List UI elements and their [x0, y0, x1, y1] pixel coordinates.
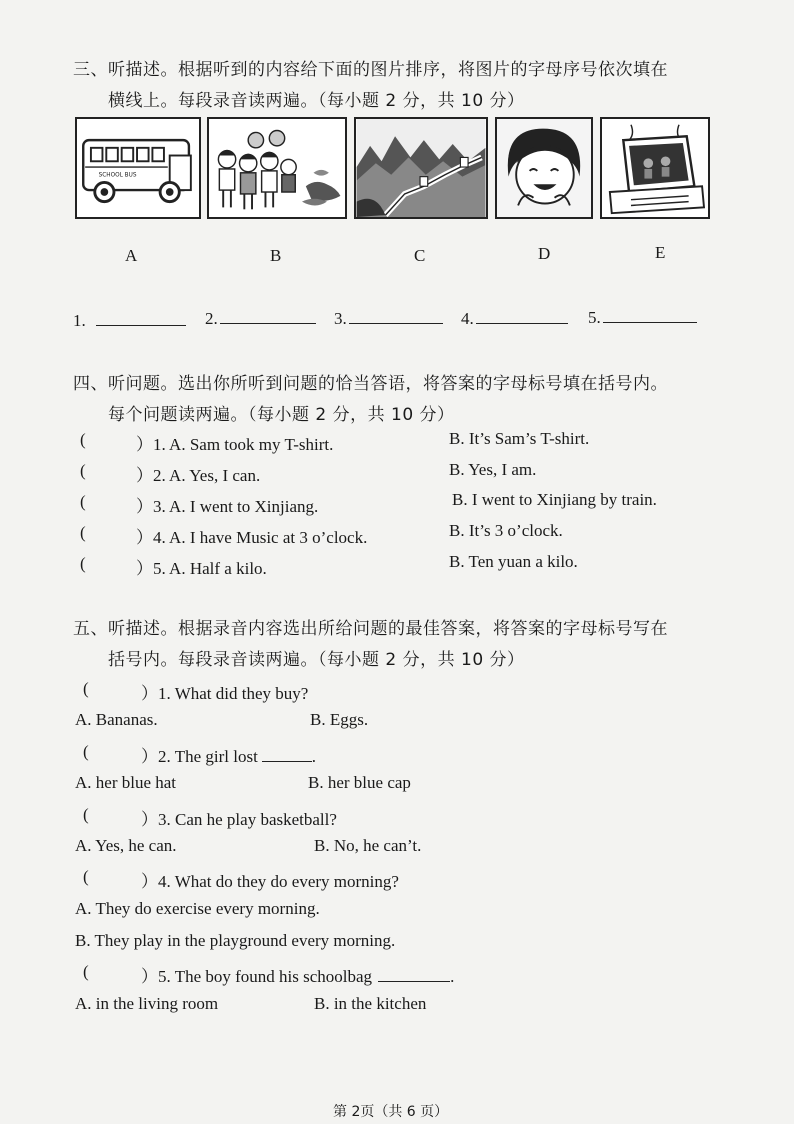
great-wall-icon	[356, 119, 486, 217]
s4-question-3: ）3. A. I went to Xinjiang.	[136, 497, 319, 516]
s4-option-b-3: B. I went to Xinjiang by train.	[452, 490, 657, 509]
smiling-girl-icon	[497, 119, 591, 217]
section5-title-line1: 五、听描述。根据录音内容选出所给问题的最佳答案，将答案的字母标号写在	[73, 619, 668, 639]
answer-blank-1: 1.	[73, 311, 186, 331]
section4-title-line2: 每个问题读两遍。（每小题 2 分，共 10 分）	[108, 405, 455, 425]
s5-paren-5[interactable]: (	[83, 962, 89, 981]
s5-q5-option-b: B. in the kitchen	[314, 994, 427, 1013]
section5-title-line2: 括号内。每段录音读两遍。（每小题 2 分，共 10 分）	[108, 650, 525, 670]
s5-q3-option-b: B. No, he can’t.	[314, 836, 422, 855]
television-icon	[602, 119, 708, 217]
s4-option-b-2: B. Yes, I am.	[449, 460, 537, 479]
s5-question-1: ）1. What did they buy?	[141, 684, 309, 703]
picture-label-a: A	[125, 246, 138, 265]
s4-question-4: ）4. A. I have Music at 3 o’clock.	[136, 528, 368, 547]
answer-line-1[interactable]	[96, 311, 186, 326]
answer-blank-5: 5.	[588, 308, 697, 328]
s4-paren-5[interactable]: (	[80, 554, 86, 573]
section4-title-line1: 四、听问题。选出你所听到问题的恰当答语，将答案的字母标号填在括号内。	[73, 374, 668, 394]
s5-q1-option-b: B. Eggs.	[310, 710, 369, 729]
picture-e	[600, 117, 710, 219]
answer-blank-2: 2.	[205, 309, 316, 329]
s5-question-2: ）2. The girl lost .	[141, 747, 317, 766]
s4-paren-4[interactable]: (	[80, 523, 86, 542]
answer-line-3[interactable]	[349, 309, 443, 324]
answer-blank-4: 4.	[461, 309, 568, 329]
section3-title-line2: 横线上。每段录音读两遍。（每小题 2 分，共 10 分）	[108, 91, 525, 111]
s5-q2-option-a: A. her blue hat	[75, 773, 177, 792]
s4-option-b-5: B. Ten yuan a kilo.	[449, 552, 578, 571]
picture-b	[207, 117, 347, 219]
answer-blank-3: 3.	[334, 309, 443, 329]
s5-paren-4[interactable]: (	[83, 867, 89, 886]
picture-label-d: D	[538, 244, 551, 263]
bus-text: SCHOOL BUS	[98, 172, 137, 179]
s4-option-b-1: B. It’s Sam’s T-shirt.	[449, 429, 590, 448]
s5-q5-option-a: A. in the living room	[75, 994, 219, 1013]
s5-paren-2[interactable]: (	[83, 742, 89, 761]
s5-q5-blank[interactable]	[378, 967, 450, 982]
s5-q3-option-a: A. Yes, he can.	[75, 836, 177, 855]
picture-d	[495, 117, 593, 219]
picture-c	[354, 117, 488, 219]
s5-paren-3[interactable]: (	[83, 805, 89, 824]
picture-label-e: E	[655, 243, 666, 262]
s5-q4-option-b: B. They play in the playground every morning.	[75, 931, 396, 950]
s4-paren-1[interactable]: (	[80, 430, 86, 449]
s5-q2-option-b: B. her blue cap	[308, 773, 411, 792]
children-group-icon	[209, 119, 345, 217]
s4-paren-3[interactable]: (	[80, 492, 86, 511]
section3-title-line1: 三、听描述。根据听到的内容给下面的图片排序，将图片的字母序号依次填在	[73, 60, 668, 80]
s4-paren-2[interactable]: (	[80, 461, 86, 480]
answer-line-4[interactable]	[476, 309, 568, 324]
answer-line-2[interactable]	[220, 309, 316, 324]
s5-q1-option-a: A. Bananas.	[75, 710, 158, 729]
picture-label-b: B	[270, 246, 282, 265]
s5-question-4: ）4. What do they do every morning?	[141, 872, 399, 891]
page-number: 第 2页（共 6 页）	[333, 1104, 449, 1120]
s4-question-1: ）1. A. Sam took my T-shirt.	[136, 435, 334, 454]
s4-option-b-4: B. It’s 3 o’clock.	[449, 521, 563, 540]
s5-q2-blank[interactable]	[262, 747, 312, 762]
picture-a	[75, 117, 201, 219]
school-bus-icon	[77, 119, 199, 217]
picture-label-c: C	[414, 246, 426, 265]
s4-question-5: ）5. A. Half a kilo.	[136, 559, 267, 578]
s5-question-5: ）5. The boy found his schoolbag .	[141, 967, 455, 986]
s5-question-3: ）3. Can he play basketball?	[141, 810, 337, 829]
s4-question-2: ）2. A. Yes, I can.	[136, 466, 261, 485]
s5-q4-option-a: A. They do exercise every morning.	[75, 899, 320, 918]
answer-line-5[interactable]	[603, 308, 697, 323]
s5-paren-1[interactable]: (	[83, 679, 89, 698]
